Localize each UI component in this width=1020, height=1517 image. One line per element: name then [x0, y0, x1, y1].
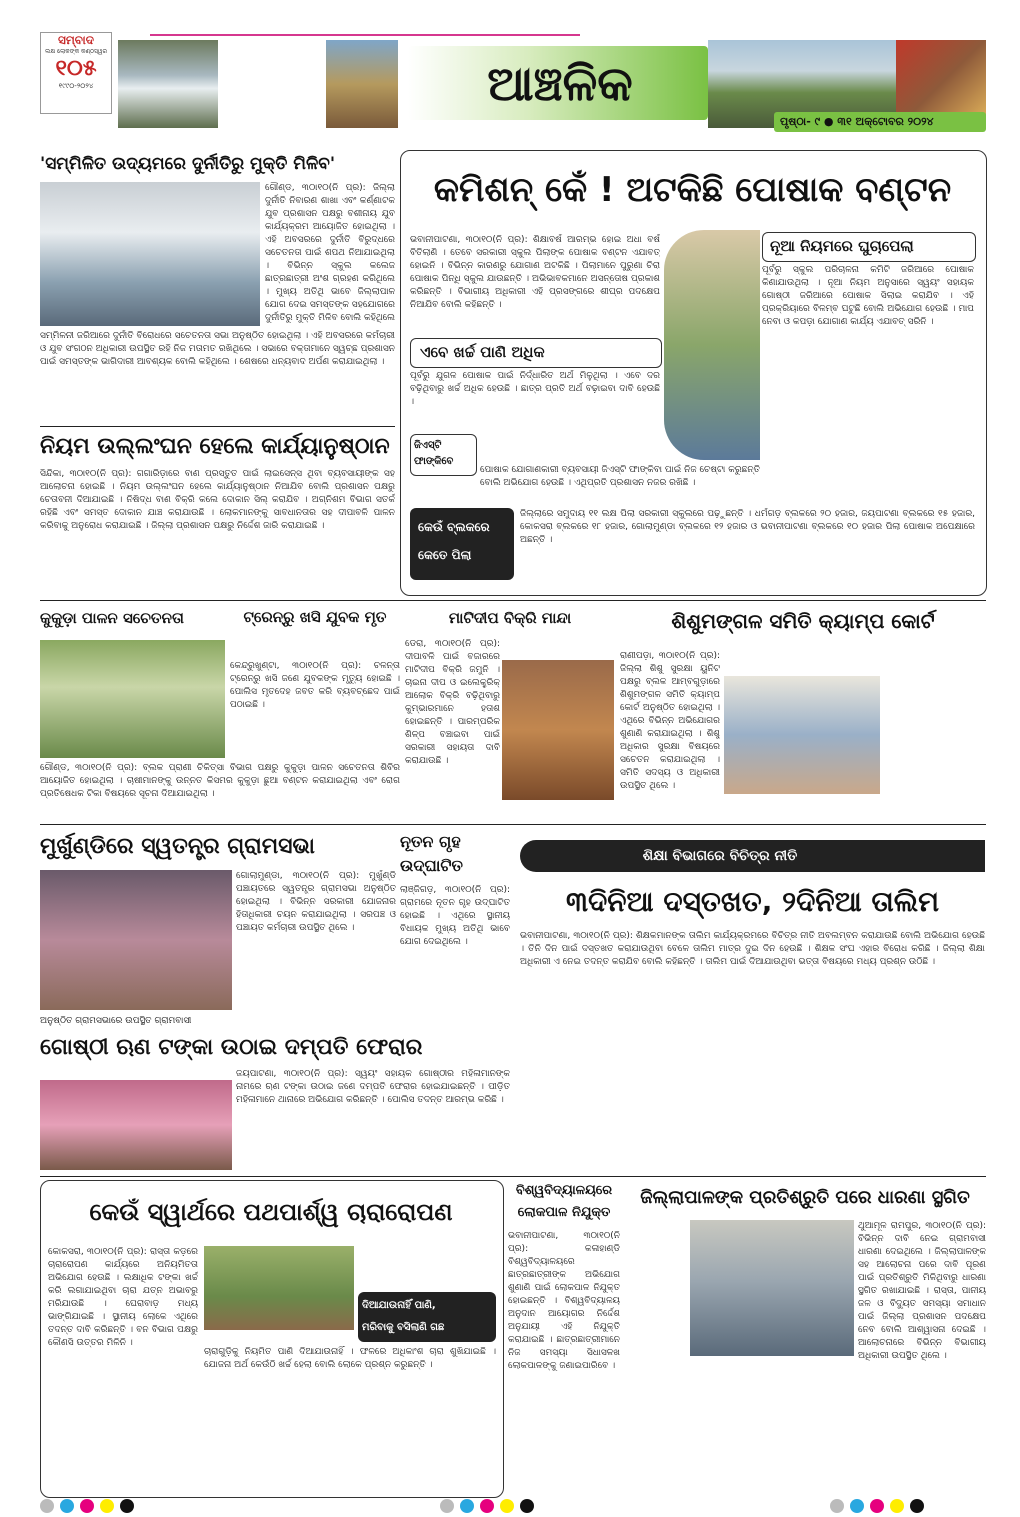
- masthead-photo-temple: [326, 40, 398, 128]
- a6-headline: ମାଟିଦୀପ ବିକ୍ରି ମାନ୍ଦା: [448, 609, 572, 627]
- a5-body: କେନ୍ଦ୍ରୁଖୁଣ୍ଟା, ୩୦ା୧୦(ନି ପ୍ର): ଚଳନ୍ତା ଟ୍ରେନ୍‌ରୁ ଖସି ଜଣେ ଯୁବକଙ୍କ ମୃତ୍ୟୁ ହୋଇଛି । ପୋଲିସ ମୃତଦେହ ଜବତ କରି ବ୍ୟବଚ୍ଛେଦ ପାଇଁ ପଠାଇଛି ।: [230, 661, 400, 710]
- a8-caption: ଅନୁଷ୍ଠିତ ଗ୍ରାମସଭାରେ ଉପସ୍ଥିତ ଗ୍ରାମବାସୀ: [40, 1016, 192, 1026]
- a6-photo: [502, 660, 614, 800]
- a13-photo: [690, 1220, 854, 1356]
- a14-body: କୋକସରା, ୩୦ା୧୦(ନି ପ୍ର): ରାସ୍ତା କଡ଼ରେ ଚାରାରୋପଣ କାର୍ଯ୍ୟରେ ଅନିୟମିତତା ଅଭିଯୋଗ ହେଉଛି । ଲକ୍ଷାଧିକ ଟଙ୍କା ଖର୍ଚ୍ଚ କରି ଲଗାଯାଇଥିବା ଚାରା ଯତ୍ନ ଅଭାବରୁ ମରିଯାଉଛି । ଘେରାବାଡ଼ ମଧ୍ୟ ଭାଙ୍ଗିଯାଇଛି । ସ୍ଥାନୀୟ ଲୋକେ ଏଥିରେ ତଦନ୍ତ ଦାବି କରିଛନ୍ତି । ବନ ବିଭାଗ ପକ୍ଷରୁ କୌଣସି ଉତ୍ତର ମିଳିନି ।: [48, 1247, 198, 1348]
- a4-body: ଗୌଣ୍ଡ, ୩୦ା୧୦(ନି ପ୍ର): ବ୍ଲକ ପ୍ରାଣୀ ଚିକିତ୍ସା ବିଭାଗ ପକ୍ଷରୁ କୁକୁଡ଼ା ପାଳନ ସଚେତନତା ଶିବିର ଆୟୋଜିତ ହୋଇଥିଲା । ଚାଷୀମାନଙ୍କୁ ଉନ୍ନତ କିସମର କୁକୁଡ଼ା ଛୁଆ ବଣ୍ଟନ କରାଯାଇଥିଲା ଏବଂ ରୋଗ ପ୍ରତିଷେଧକ ଟିକା ବିଷୟରେ ସୂଚନା ଦିଆଯାଇଥିଲା ।: [40, 763, 400, 799]
- a6-body: ଡେରା, ୩୦ା୧୦(ନି ପ୍ର): ଦୀପାବଳି ପାଇଁ ବଜାରରେ ମାଟିଦୀପ ବିକ୍ରି ଜମୁନି । ଚାଇନା ଦୀପ ଓ ଇଲେକ୍ଟ୍ରିକ୍ ଆଲୋକ ବିକ୍ରି ବଢ଼ିଥିବାରୁ କୁମ୍ଭାରମାନେ ହତାଶ ହୋଇଛନ୍ତି । ପାରମ୍ପରିକ ଶିଳ୍ପ ବଞ୍ଚାଇବା ପାଇଁ ସରକାରୀ ସହାୟତା ଦାବି କରାଯାଉଛି ।: [405, 639, 500, 766]
- logo-top: ସମ୍ବାଦ: [58, 33, 94, 47]
- a3-sub4-line2: କେତେ ପିଲା: [418, 548, 472, 562]
- a1-headline: 'ସମ୍ମିଳିତ ଉଦ୍ୟମରେ ଦୁର୍ନୀତିରୁ ମୁକ୍ତି ମିଳିବ': [40, 154, 336, 174]
- a11-headline: ୩ଦିନିଆ ଦସ୍ତଖତ, ୨ଦିନିଆ ତାଲିମ: [565, 885, 940, 918]
- registration-marks-left: [40, 1498, 240, 1512]
- a10-photo: [40, 1080, 232, 1170]
- a9-body: ଲାଞ୍ଜିଗଡ଼, ୩୦ା୧୦(ନି ପ୍ର): ଗ୍ରାମରେ ନୂତନ ଗୃହ ଉଦ୍‌ଘାଟିତ ହୋଇଛି । ଏଥିରେ ସ୍ଥାନୀୟ ବିଧାୟକ ମୁଖ୍ୟ ଅତିଥି ଭାବେ ଯୋଗ ଦେଇଥିଲେ ।: [400, 885, 510, 947]
- a9-headline: ନୂତନ ଗୃହ ଉଦ୍‌ଘାଟିତ: [400, 832, 463, 875]
- a3-sub2: ଏବେ ଖର୍ଚ୍ଚ ପାଣି ଅଧିକ: [420, 343, 545, 361]
- registration-marks-center: [440, 1498, 620, 1512]
- a5-headline: ଟ୍ରେନ୍‌ରୁ ଖସି ଯୁବକ ମୃତ: [243, 608, 387, 626]
- a3-sub4-line1: କେଉଁ ବ୍ଲକରେ: [418, 520, 490, 534]
- a3-sub3-body: ପୋଷାକ ଯୋଗାଣକାରୀ ବ୍ୟବସାୟୀ ଜିଏସ୍‌ଟି ଫାଙ୍କିବା ପାଇଁ ନିଜ ଚେଷ୍ଟା କରୁଛନ୍ତି ବୋଲି ଅଭିଯୋଗ ହେଉଛି । ଏଥିପ୍ରତି ପ୍ରଶାସନ ନଜର ରଖିଛି ।: [480, 465, 760, 488]
- divider: [40, 1176, 986, 1177]
- a10-headline: ଗୋଷ୍ଠୀ ଋଣ ଟଙ୍କା ଉଠାଇ ଦମ୍ପତି ଫେରାର: [40, 1035, 423, 1060]
- a4-headline: କୁକୁଡ଼ା ପାଳନ ସଚେତନତା: [40, 609, 184, 627]
- a1-body: ଗୌଣ୍ଡ, ୩୦ା୧୦(ନି ପ୍ର): ଜିଲ୍ଲା ଦୁର୍ନୀତି ନିବାରଣ ଶାଖା ଏବଂ କର୍ଣ୍ଣାଟକ ଯୁବ ପ୍ରଶାସନ ପକ୍ଷରୁ ବଶୀନାୟ ଯୁବ କାର୍ଯ୍ୟକ୍ରମ ଆୟୋଜିତ ହୋଇଥିଲା । ଏହି ଅବସରରେ ଦୁର୍ନୀତି ବିରୁଦ୍ଧରେ ସଚେତନତା ପାଇଁ ଶପଥ ନିଆଯାଇଥିଲା । ବିଭିନ୍ନ ସ୍କୁଲ କଲେଜ ଛାତ୍ରଛାତ୍ରୀ ଅଂଶ ଗ୍ରହଣ କରିଥିଲେ । ମୁଖ୍ୟ ଅତିଥି ଭାବେ ଜିଲ୍ଲାପାଳ ଯୋଗ ଦେଇ ସମସ୍ତଙ୍କ ସହଯୋଗରେ ଦୁର୍ନୀତିରୁ ମୁକ୍ତି ମିଳିବ ବୋଲି କହିଥିଲେ: [265, 183, 395, 323]
- a4-photo: [40, 640, 225, 758]
- a14-sub-line1: ଦିଆଯାଉନାହିଁ ପାଣି,: [362, 1300, 436, 1311]
- section-title: ଆଞ୍ଚଳିକ: [487, 56, 633, 112]
- masthead-top-line: [150, 34, 580, 36]
- logo-number: ୧୦୫: [55, 56, 97, 81]
- a2-headline: ନିୟମ ଉଲ୍ଲଂଘନ ହେଲେ କାର୍ଯ୍ୟାନୁଷ୍ଠାନ: [40, 434, 390, 459]
- a3-headline: କମିଶନ୍ କେଁ ! ଅଟକିଛି ପୋଷାକ ବଣ୍ଟନ: [433, 170, 952, 210]
- a13-headline: ଜିଲ୍ଲାପାଳଙ୍କ ପ୍ରତିଶ୍ରୁତି ପରେ ଧାରଣା ସ୍ଥଗିତ: [640, 1187, 970, 1208]
- a12-body: ଭବାନୀପାଟଣା, ୩୦ା୧୦(ନି ପ୍ର): କଳାହାଣ୍ଡି ବିଶ୍ୱବିଦ୍ୟାଳୟରେ ଛାତ୍ରଛାତ୍ରୀଙ୍କ ଅଭିଯୋଗ ଶୁଣାଣି ପାଇଁ ଲୋକପାଳ ନିଯୁକ୍ତ ହୋଇଛନ୍ତି । ବିଶ୍ୱବିଦ୍ୟାଳୟ ଅନୁଦାନ ଆୟୋଗର ନିର୍ଦ୍ଦେଶ ଅନୁଯାୟୀ ଏହି ନିଯୁକ୍ତି କରାଯାଇଛି । ଛାତ୍ରଛାତ୍ରୀମାନେ ନିଜ ସମସ୍ୟା ସିଧାସଳଖ ଲୋକପାଳଙ୍କୁ ଜଣାଇପାରିବେ ।: [508, 1231, 620, 1371]
- divider: [40, 426, 395, 427]
- masthead-photo-waterfall: [118, 40, 218, 128]
- a2-body: ସିନ୍ଦିକା, ୩୦ା୧୦(ନି ପ୍ର): ଗଗାରିଡ଼ାରେ ବାଣ ପ୍ରସ୍ତୁତ ପାଇଁ ଲାଇସେନ୍ସ ଥିବା ବ୍ୟବସାୟୀଙ୍କ ସହ ଆଲୋଚନା ହୋଇଛି । ନିୟମ ଉଲ୍ଲଂଘନ ହେଲେ କାର୍ଯ୍ୟାନୁଷ୍ଠାନ ନିଆଯିବ ବୋଲି ପ୍ରଶାସନ ପକ୍ଷରୁ ଚେତାବନୀ ଦିଆଯାଇଛି । ନିଷିଦ୍ଧ ବାଣ ବିକ୍ରି କଲେ ଦୋକାନ ସିଲ୍ କରାଯିବ । ଅଗ୍ନିଶମ ବିଭାଗ ସତର୍କ ରହିଛି ଏବଂ ସମସ୍ତ ଦୋକାନ ଯାଞ୍ଚ କରାଯାଉଛି । ଲୋକମାନଙ୍କୁ ସାବଧାନତାର ସହ ଦୀପାବଳି ପାଳନ କରିବାକୁ ଅନୁରୋଧ କରାଯାଇଛି । ଜିଲ୍ଲା ପ୍ରଶାସନ ପକ୍ଷରୁ ନିର୍ଦ୍ଦେଶ ଜାରି କରାଯାଇଛି ।: [40, 469, 395, 531]
- a7-body: ରାଣୀପଡ଼ା, ୩୦ା୧୦(ନି ପ୍ର): ଜିଲ୍ଲା ଶିଶୁ ସୁରକ୍ଷା ୟୁନିଟ ପକ୍ଷରୁ ବ୍ଲକ ଆମ୍ବଗୁଡ଼ାରେ ଶିଶୁମଙ୍ଗଳ ସମିତି କ୍ୟାମ୍ପ କୋର୍ଟ ଅନୁଷ୍ଠିତ ହୋଇଥିଲା । ଏଥିରେ ବିଭିନ୍ନ ଅଭିଯୋଗର ଶୁଣାଣି କରାଯାଇଥିଲା । ଶିଶୁ ଅଧିକାର ସୁରକ୍ଷା ବିଷୟରେ ସଚେତନ କରାଯାଇଥିଲା । ସମିତି ସଦସ୍ୟ ଓ ଅଧିକାରୀ ଉପସ୍ଥିତ ଥିଲେ ।: [620, 651, 720, 791]
- a14-photo: [204, 1246, 354, 1330]
- a7-photo: [724, 676, 880, 794]
- registration-marks-right: [830, 1498, 1010, 1512]
- a3-sub2-body: ପୂର୍ବରୁ ଯୁଗଳ ପୋଷାକ ପାଇଁ ନିର୍ଦ୍ଧାରିତ ଅର୍ଥ ମିଳୁଥିଲା । ଏବେ ଦର ବଢ଼ିଥିବାରୁ ଖର୍ଚ୍ଚ ଅଧିକ ହେଉଛି । ଛାତ୍ର ପ୍ରତି ଅର୍ଥ ବଢ଼ାଇବା ଦାବି ହେଉଛି ।: [410, 371, 660, 407]
- a3-sub4-body: ଜିଲ୍ଲାରେ ସମୁଦାୟ ୧୧ ଲକ୍ଷ ପିଲା ସରକାରୀ ସ୍କୁଲରେ ପଢ଼ୁଛନ୍ତି । ଧର୍ମଗଡ଼ ବ୍ଲକରେ ୨୦ ହଜାର, ଜୟପାଟଣା ବ୍ଲକରେ ୧୫ ହଜାର, କୋକସରା ବ୍ଲକରେ ୧୮ ହଜାର, ଗୋଲାମୁଣ୍ଡା ବ୍ଲକରେ ୧୨ ହଜାର ଓ ଭବାନୀପାଟଣା ବ୍ଲକରେ ୧୦ ହଜାର ପିଲା ପୋଷାକ ଅପେକ୍ଷାରେ ଅଛନ୍ତି ।: [520, 509, 975, 545]
- a3-body: ଭବାନୀପାଟଣା, ୩୦ା୧୦(ନି ପ୍ର): ଶିକ୍ଷାବର୍ଷ ଆରମ୍ଭ ହୋଇ ଅଧା ବର୍ଷ ବିତିଲାଣି । ତେବେ ସରକାରୀ ସ୍କୁଲ ପିଲାଙ୍କ ପୋଷାକ ବଣ୍ଟନ ଏଯାବତ୍ ହୋଇନି । ବିଭିନ୍ନ କାରଣରୁ ଯୋଗାଣ ଅଟକିଛି । ପିଲାମାନେ ପୁରୁଣା ଚିରା ପୋଷାକ ପିନ୍ଧି ସ୍କୁଲ ଯାଉଛନ୍ତି । ଅଭିଭାବକମାନେ ଅସନ୍ତୋଷ ପ୍ରକାଶ କରିଛନ୍ତି । ବିଭାଗୀୟ ଅଧିକାରୀ ଏହି ପ୍ରସଙ୍ଗରେ ଶୀଘ୍ର ପଦକ୍ଷେପ ନିଆଯିବ ବୋଲି କହିଛନ୍ତି ।: [410, 235, 660, 310]
- a14-sub-line2: ମରିବାକୁ ବସିଲାଣି ଗଛ: [362, 1322, 445, 1333]
- a1-photo: [40, 182, 260, 326]
- a8-photo: [40, 870, 232, 1010]
- a10-body: ଜୟପାଟଣା, ୩୦ା୧୦(ନି ପ୍ର): ସ୍ୱୟଂ ସହାୟକ ଗୋଷ୍ଠୀର ମହିଳାମାନଙ୍କ ନାମରେ ଋଣ ଟଙ୍କା ଉଠାଇ ଜଣେ ଦମ୍ପତି ଫେରାର ହୋଇଯାଇଛନ୍ତି । ପୀଡ଼ିତ ମହିଳାମାନେ ଥାନାରେ ଅଭିଯୋଗ କରିଛନ୍ତି । ପୋଲିସ ତଦନ୍ତ ଆରମ୍ଭ କରିଛି ।: [236, 1069, 510, 1105]
- divider: [40, 824, 986, 825]
- logo: [40, 32, 112, 114]
- a12-headline: ବିଶ୍ୱବିଦ୍ୟାଳୟରେ ଲୋକପାଳ ନିଯୁକ୍ତ: [515, 1183, 613, 1220]
- a13-body: ଥୁଆମୂଳ ରାମପୁର, ୩୦ା୧୦(ନି ପ୍ର): ବିଭିନ୍ନ ଦାବି ନେଇ ଗ୍ରାମବାସୀ ଧାରଣା ଦେଇଥିଲେ । ଜିଲ୍ଲାପାଳଙ୍କ ସହ ଆଲୋଚନା ପରେ ଦାବି ପୂରଣ ପାଇଁ ପ୍ରତିଶ୍ରୁତି ମିଳିଥିବାରୁ ଧାରଣା ସ୍ଥଗିତ ରଖାଯାଇଛି । ରାସ୍ତା, ପାନୀୟ ଜଳ ଓ ବିଦ୍ୟୁତ ସମସ୍ୟା ସମାଧାନ ପାଇଁ ଜିଲ୍ଲା ପ୍ରଶାସନ ପଦକ୍ଷେପ ନେବ ବୋଲି ଆଶ୍ୱାସନା ଦେଇଛି । ଆଲୋଚନାରେ ବିଭିନ୍ନ ବିଭାଗୀୟ ଅଧିକାରୀ ଉପସ୍ଥିତ ଥିଲେ ।: [858, 1221, 986, 1361]
- masthead: [40, 28, 986, 140]
- a11-kicker: ଶିକ୍ଷା ବିଭାଗରେ ବିଚିତ୍ର ନୀତି: [642, 848, 798, 864]
- logo-years: ୧୯୯୦-୨୦୨୪: [58, 82, 94, 90]
- a3-sub1-body: ପୂର୍ବରୁ ସ୍କୁଲ ପରିଚାଳନା କମିଟି ଜରିଆରେ ପୋଷାକ କିଣାଯାଉଥିଲା । ନୂଆ ନିୟମ ଅନୁସାରେ ସ୍ୱୟଂ ସହାୟକ ଗୋଷ୍ଠୀ ଜରିଆରେ ପୋଷାକ ସିଲାଇ କରାଯିବ । ଏହି ପ୍ରକ୍ରିୟାରେ ବିଳମ୍ବ ଘଟୁଛି ବୋଲି ଅଭିଯୋଗ ହେଉଛି । ମାପ ନେବା ଓ କପଡ଼ା ଯୋଗାଣ କାର୍ଯ୍ୟ ଏଯାବତ୍ ସରିନି ।: [762, 265, 974, 327]
- a3-sub1: ନୂଆ ନିୟମରେ ଘୁଚାପେଲା: [770, 237, 914, 255]
- a8-headline: ମୁର୍ଖୁଣ୍ଡିରେ ସ୍ୱତନ୍ତ୍ର ଗ୍ରାମସଭା: [40, 834, 315, 859]
- a14-headline: କେଉଁ ସ୍ୱାର୍ଥରେ ପଥପାର୍ଶ୍ୱ ଚାରାରୋପଣ: [89, 1198, 453, 1226]
- a14-body-2: ଚାରାଗୁଡ଼ିକୁ ନିୟମିତ ପାଣି ଦିଆଯାଉନାହିଁ । ଫଳରେ ଅଧିକାଂଶ ଚାରା ଶୁଖିଯାଇଛି । ଯୋଜନା ଅର୍ଥ କେଉଁଠି ଖର୍ଚ୍ଚ ହେଲା ବୋଲି ଲୋକେ ପ୍ରଶ୍ନ କରୁଛନ୍ତି ।: [204, 1347, 496, 1370]
- a8-body: ଗୋଲାମୁଣ୍ଡା, ୩୦ା୧୦(ନି ପ୍ର): ମୁର୍ଖୁଣ୍ଡି ପଞ୍ଚାୟତରେ ସ୍ୱତନ୍ତ୍ର ଗ୍ରାମସଭା ଅନୁଷ୍ଠିତ ହୋଇଥିଲା । ବିଭିନ୍ନ ସରକାରୀ ଯୋଜନାର ହିତାଧିକାରୀ ଚୟନ କରାଯାଇଥିଲା । ସରପଞ୍ଚ ଓ ପଞ୍ଚାୟତ କର୍ମଚାରୀ ଉପସ୍ଥିତ ଥିଲେ ।: [236, 871, 396, 933]
- divider: [40, 600, 986, 601]
- a11-body: ଭବାନୀପାଟଣା, ୩୦ା୧୦(ନି ପ୍ର): ଶିକ୍ଷକମାନଙ୍କ ତାଲିମ କାର୍ଯ୍ୟକ୍ରମରେ ବିଚିତ୍ର ନୀତି ଅବଲମ୍ବନ କରାଯାଉଛି ବୋଲି ଅଭିଯୋଗ ହେଉଛି । ତିନି ଦିନ ପାଇଁ ଦସ୍ତଖତ କରାଯାଉଥିବା ବେଳେ ତାଲିମ ମାତ୍ର ଦୁଇ ଦିନ ହେଉଛି । ଶିକ୍ଷକ ସଂଘ ଏହାର ବିରୋଧ କରିଛି । ଜିଲ୍ଲା ଶିକ୍ଷା ଅଧିକାରୀ ଏ ନେଇ ତଦନ୍ତ କରାଯିବ ବୋଲି କହିଛନ୍ତି । ତାଲିମ ପାଇଁ ଦିଆଯାଉଥିବା ଭତ୍ତା ବିଷୟରେ ମଧ୍ୟ ପ୍ରଶ୍ନ ଉଠିଛି ।: [520, 931, 985, 967]
- a7-headline: ଶିଶୁମଙ୍ଗଳ ସମିତି କ୍ୟାମ୍ପ କୋର୍ଟ: [671, 609, 935, 633]
- logo-tag: ଲକ୍ଷ ଲୋକଙ୍କ କଣ୍ଠସ୍ୱର: [44, 48, 107, 55]
- page-info: ପୃଷ୍ଠା- ୯ ● ୩୧ ଅକ୍ଟୋବର ୨୦୨୪: [780, 115, 934, 128]
- a3-photo: [664, 230, 760, 460]
- a3-sub3: ଜିଏସ୍‌ଟି ଫାଙ୍କିବେ: [414, 440, 454, 467]
- a1-body-2: ସମ୍ମିଳନୀ ଜରିଆରେ ଦୁର୍ନୀତି ବିରୋଧରେ ସଚେତନତା ସଭା ଅନୁଷ୍ଠିତ ହୋଇଥିଲା । ଏହି ଅବସରରେ କର୍ମଚାରୀ ଓ ଯୁବ ସଂଗଠନ ଅଧିକାରୀ ଉପସ୍ଥିତ ରହି ନିଜ ମତାମତ ରଖିଥିଲେ । ସଭାରେ ବକ୍ତାମାନେ ସ୍ୱଚ୍ଛ ପ୍ରଶାସନ ପାଇଁ ସମସ୍ତଙ୍କ ଭାଗିଦାରୀ ଆବଶ୍ୟକ ବୋଲି କହିଥିଲେ । ଶେଷରେ ଧନ୍ୟବାଦ ଅର୍ପଣ କରାଯାଇଥିଲା ।: [40, 331, 395, 367]
